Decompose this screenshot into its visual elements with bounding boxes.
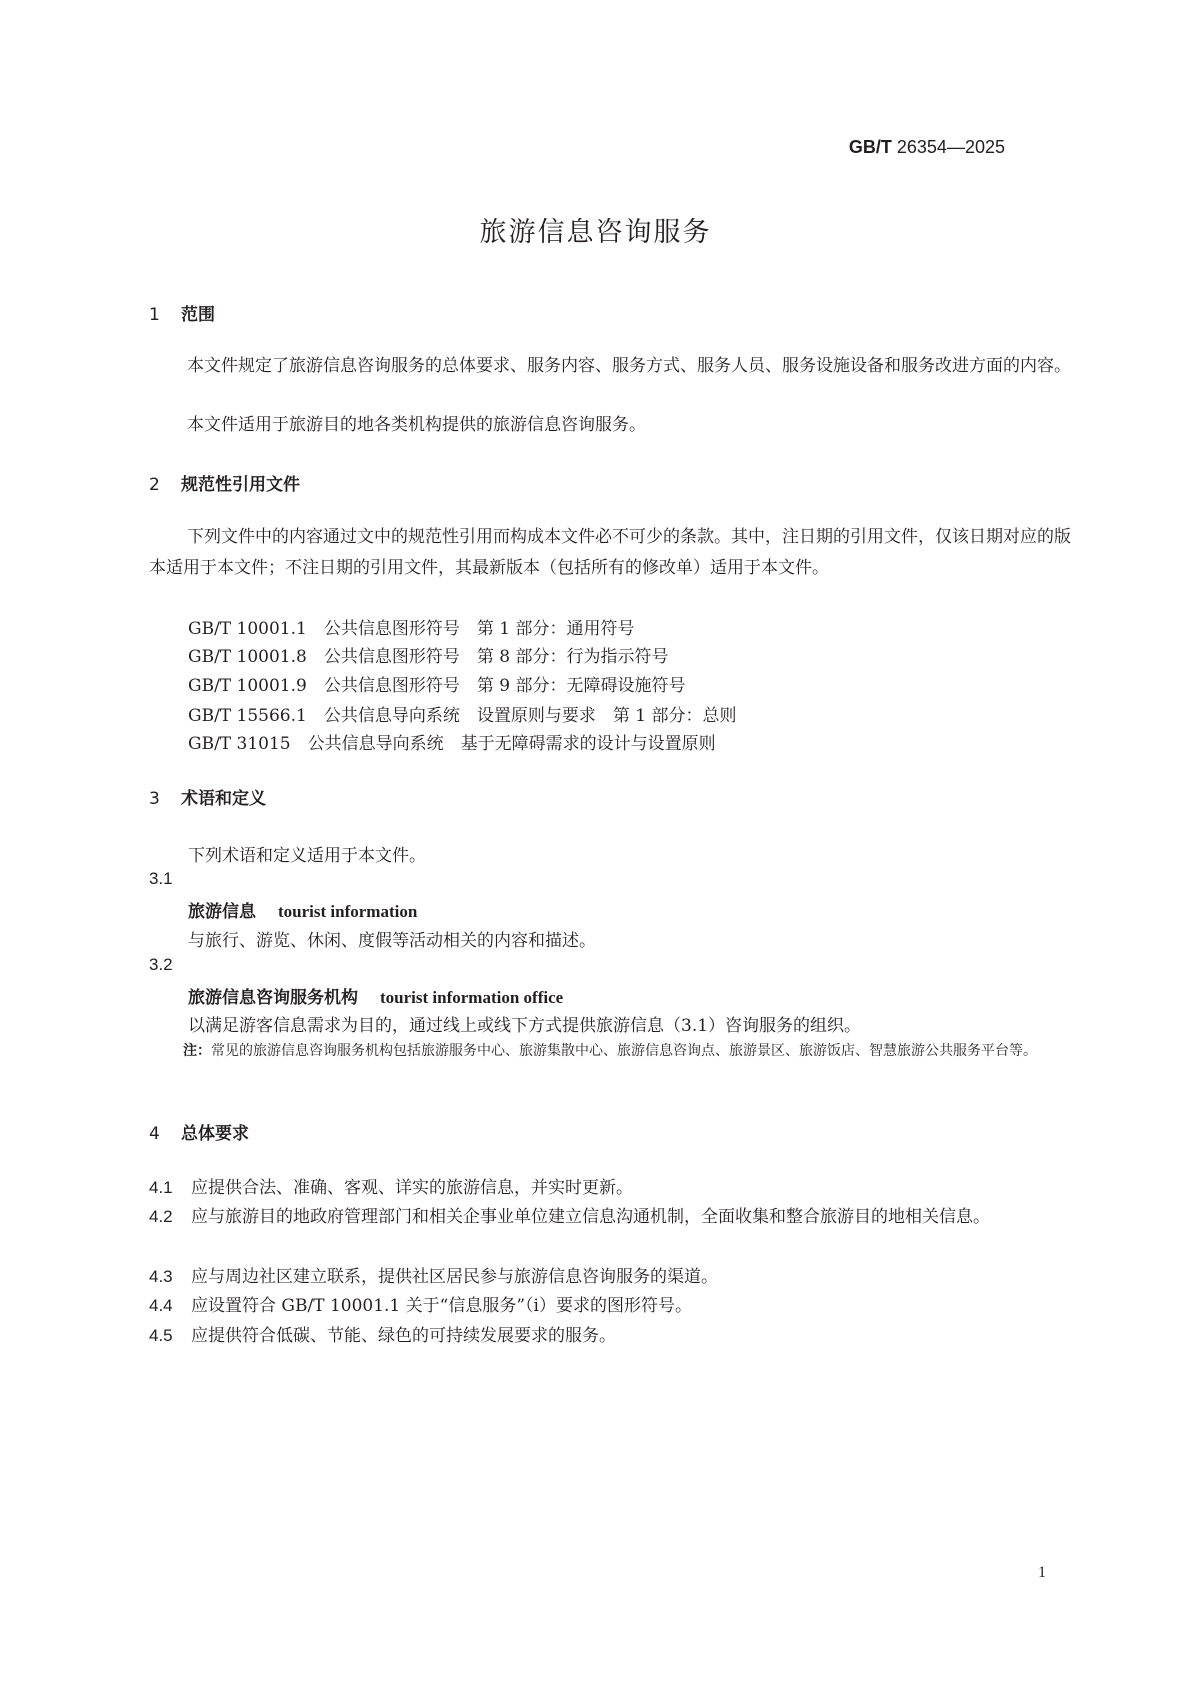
term-number: 3.1 xyxy=(149,869,173,888)
standard-code xyxy=(849,137,1005,158)
section-title: 总体要求 xyxy=(181,1124,249,1144)
document-title: 旅游信息咨询服务 xyxy=(479,217,712,248)
requirement-text: 应设置符合 GB/T 10001.1 关于“信息服务”（i）要求的图形符号。 xyxy=(191,1296,692,1316)
section-number: 4 xyxy=(149,1124,160,1144)
standard-prefix: GB/T xyxy=(848,137,892,157)
term-chinese: 旅游信息咨询服务机构 xyxy=(188,988,358,1008)
section-number: 3 xyxy=(149,789,160,809)
term-definition: 与旅行、游览、休闲、度假等活动相关的内容和描述。 xyxy=(188,931,596,951)
requirement-item xyxy=(149,1320,1071,1352)
reference-item: GB/T 10001.1 公共信息图形符号 第 1 部分：通用符号 xyxy=(188,619,635,639)
reference-item: GB/T 31015 公共信息导向系统 基于无障碍需求的设计与设置原则 xyxy=(188,734,716,754)
requirement-item xyxy=(149,1261,1071,1293)
requirement-number: 4.2 xyxy=(149,1207,173,1226)
section-title: 术语和定义 xyxy=(181,789,266,809)
term-title xyxy=(188,897,417,922)
term-english: tourist information xyxy=(278,902,418,921)
section-3-heading xyxy=(149,784,266,809)
reference-item: GB/T 15566.1 公共信息导向系统 设置原则与要求 第 1 部分：总则 xyxy=(188,706,737,726)
section-2-paragraph: 下列文件中的内容通过文中的规范性引用而构成本文件必不可少的条款。其中，注日期的引用文件，仅该日期对应的版本适用于本文件；不注日期的引用文件，其最新版本（包括所有的修改单）适用于本文件。 xyxy=(149,527,1071,578)
requirement-number: 4.1 xyxy=(149,1178,173,1197)
requirement-text: 应与周边社区建立联系，提供社区居民参与旅游信息咨询服务的渠道。 xyxy=(191,1267,718,1287)
requirement-text: 应与旅游目的地政府管理部门和相关企事业单位建立信息沟通机制，全面收集和整合旅游目的地相关信息。 xyxy=(191,1207,990,1227)
term-chinese: 旅游信息 xyxy=(188,902,256,922)
term-title xyxy=(188,983,563,1008)
requirement-number: 4.5 xyxy=(149,1326,173,1345)
requirement-number: 4.3 xyxy=(149,1267,173,1286)
reference-item: GB/T 10001.8 公共信息图形符号 第 8 部分：行为指示符号 xyxy=(188,647,669,667)
section-title: 范围 xyxy=(181,305,215,325)
requirement-number: 4.4 xyxy=(149,1296,173,1315)
term-number: 3.2 xyxy=(149,955,173,974)
term-definition: 以满足游客信息需求为目的，通过线上或线下方式提供旅游信息（3.1）咨询服务的组织。 xyxy=(188,1016,862,1036)
requirement-item xyxy=(149,1172,1071,1204)
note-text: 常见的旅游信息咨询服务机构包括旅游服务中心、旅游集散中心、旅游信息咨询点、旅游景区、旅游饭店、智慧旅游公共服务平台等。 xyxy=(211,1043,1037,1059)
section-4-heading xyxy=(149,1119,249,1144)
section-1-paragraph-2: 本文件适用于旅游目的地各类机构提供的旅游信息咨询服务。 xyxy=(187,415,646,435)
note-label: 注： xyxy=(183,1043,211,1059)
section-1-paragraph-1: 本文件规定了旅游信息咨询服务的总体要求、服务内容、服务方式、服务人员、服务设施设备和服务改进方面的内容。 xyxy=(187,356,1071,376)
section-number: 2 xyxy=(149,475,160,495)
requirement-item xyxy=(149,1290,1071,1322)
reference-item: GB/T 10001.9 公共信息图形符号 第 9 部分：无障碍设施符号 xyxy=(188,676,686,696)
requirement-item xyxy=(149,1201,1071,1233)
section-1-heading xyxy=(149,300,215,325)
section-number: 1 xyxy=(149,305,160,325)
requirement-text: 应提供合法、准确、客观、详实的旅游信息，并实时更新。 xyxy=(191,1178,633,1198)
section-title: 规范性引用文件 xyxy=(181,475,300,495)
section-2-heading xyxy=(149,470,300,495)
standard-number: 26354—2025 xyxy=(896,137,1005,157)
terms-intro: 下列术语和定义适用于本文件。 xyxy=(188,846,426,866)
page-number: 1 xyxy=(1038,1564,1046,1581)
requirement-text: 应提供符合低碳、节能、绿色的可持续发展要求的服务。 xyxy=(191,1326,616,1346)
term-note xyxy=(183,1038,1097,1064)
term-english: tourist information office xyxy=(380,988,564,1007)
